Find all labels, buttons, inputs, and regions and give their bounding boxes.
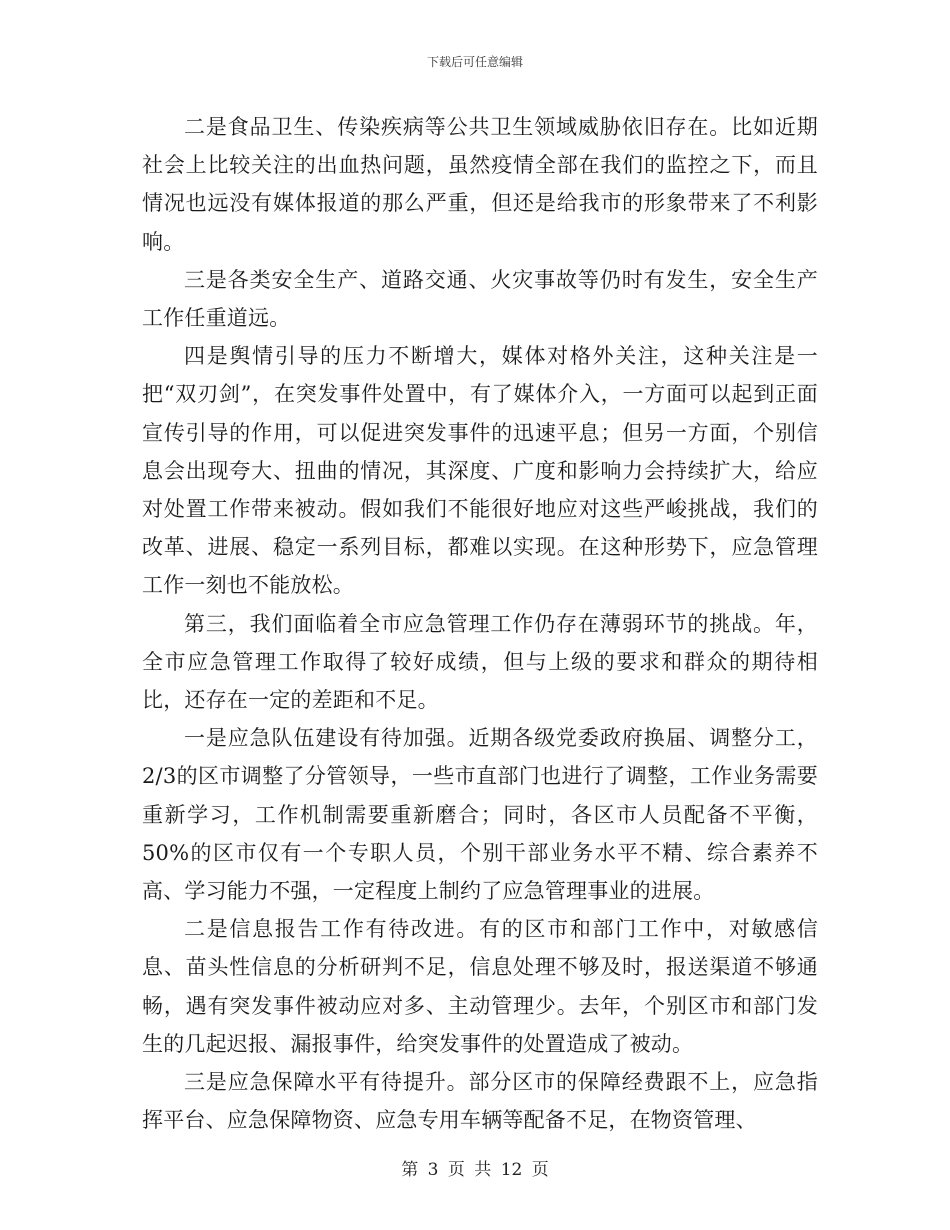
paragraph: 四是舆情引导的压力不断增大，媒体对格外关注，这种关注是一把“双刃剑”，在突发事件处置中，有了媒体介入，一方面可以起到正面宣传引导的作用，可以促进突发事件的迅速平息；但另一方面，个别信息会出现夸大、扭曲的情况，其深度、广度和影响力会持续扩大，给应对处置工作带来被动。假如我们不能很好地应对这些严峻挑战，我们的改革、进展、稳定一系列目标，都难以实现。在这种形势下，应急管理工作一刻也不能放松。 xyxy=(142,344,818,598)
page-header: 下载后可任意编辑 xyxy=(426,55,523,69)
paragraph: 三是各类安全生产、道路交通、火灾事故等仍时有发生，安全生产工作任重道远。 xyxy=(142,267,818,331)
paragraph: 第三，我们面临着全市应急管理工作仍存在薄弱环节的挑战。年，全市应急管理工作取得了较好成绩，但与上级的要求和群众的期待相比，还存在一定的差距和不足。 xyxy=(142,611,818,713)
paragraph: 一是应急队伍建设有待加强。近期各级党委政府换届、调整分工，2/3的区市调整了分管领导，一些市直部门也进行了调整，工作业务需要重新学习，工作机制需要重新磨合；同时，各区市人员配备不平衡，50%的区市仅有一个专职人员，个别干部业务水平不精、综合素养不高、学习能力不强，一定程度上制约了应急管理事业的进展。 xyxy=(142,726,818,904)
page-number-footer: 第 3 页 共 12 页 xyxy=(401,1160,549,1180)
document-body xyxy=(142,108,818,1139)
paragraph: 二是信息报告工作有待改进。有的区市和部门工作中，对敏感信息、苗头性信息的分析研判不足，信息处理不够及时，报送渠道不够通畅，遇有突发事件被动应对多、主动管理少。去年，个别区市和部门发生的几起迟报、漏报事件，给突发事件的处置造成了被动。 xyxy=(142,917,818,1056)
paragraph: 二是食品卫生、传染疾病等公共卫生领域威胁依旧存在。比如近期社会上比较关注的出血热问题，虽然疫情全部在我们的监控之下，而且情况也远没有媒体报道的那么严重，但还是给我市的形象带来了不利影响。 xyxy=(142,115,818,254)
paragraph: 三是应急保障水平有待提升。部分区市的保障经费跟不上，应急指挥平台、应急保障物资、应急专用车辆等配备不足，在物资管理、 xyxy=(142,1070,818,1133)
